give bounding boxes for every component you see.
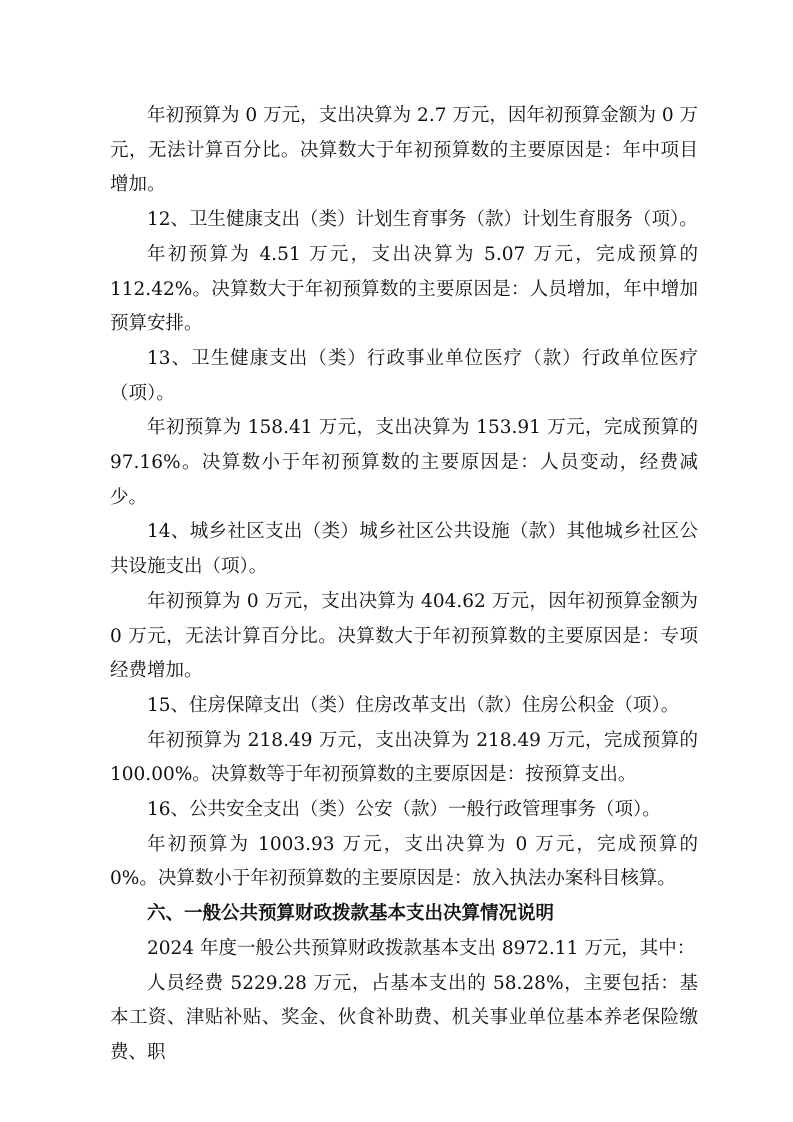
item-16-body: 年初预算为 1003.93 万元，支出决算为 0 万元，完成预算的 0%。决算数小于年初预算数的主要原因是：放入执法办案科目核算。 xyxy=(110,833,698,890)
paragraph-budget-note: 年初预算为 0 万元，支出决算为 2.7 万元，因年初预算金额为 0 万元，无法计算百分比。决算数大于年初预算数的主要原因是：年中项目增加。 xyxy=(110,105,698,196)
item-13-title: 13、卫生健康支出（类）行政事业单位医疗（款）行政单位医疗（项）。 xyxy=(110,347,698,404)
item-15-body: 年初预算为 218.49 万元，支出决算为 218.49 万元，完成预算的 100.00%。决算数等于年初预算数的主要原因是：按预算支出。 xyxy=(110,729,698,786)
section-six-heading: 六、一般公共预算财政拨款基本支出决算情况说明 xyxy=(147,903,555,925)
item-13-body: 年初预算为 158.41 万元，支出决算为 153.91 万元，完成预算的 97.16%。决算数小于年初预算数的主要原因是：人员变动，经费减少。 xyxy=(110,417,698,508)
personnel-expense-paragraph: 人员经费 5229.28 万元，占基本支出的 58.28%，主要包括：基本工资、津贴补贴、奖金、伙食补助费、机关事业单位基本养老保险缴费、职 xyxy=(110,972,698,1063)
item-15-title: 15、住房保障支出（类）住房改革支出（款）住房公积金（项）。 xyxy=(147,694,680,716)
item-14-body: 年初预算为 0 万元，支出决算为 404.62 万元，因年初预算金额为 0 万元，无法计算百分比。决算数大于年初预算数的主要原因是：专项经费增加。 xyxy=(110,590,698,682)
item-12-body: 年初预算为 4.51 万元，支出决算为 5.07 万元，完成预算的 112.42%。决算数大于年初预算数的主要原因是：人员增加，年中增加预算安排。 xyxy=(110,243,698,335)
basic-expenditure-total: 2024 年度一般公共预算财政拨款基本支出 8972.11 万元，其中： xyxy=(147,937,696,959)
item-16-title: 16、公共安全支出（类）公安（款）一般行政管理事务（项）。 xyxy=(147,799,661,821)
document-page xyxy=(110,99,698,1071)
item-12-title: 12、卫生健康支出（类）计划生育事务（款）计划生育服务（项）。 xyxy=(147,209,698,231)
item-14-title: 14、城乡社区支出（类）城乡社区公共设施（款）其他城乡社区公共设施支出（项）。 xyxy=(110,521,698,578)
